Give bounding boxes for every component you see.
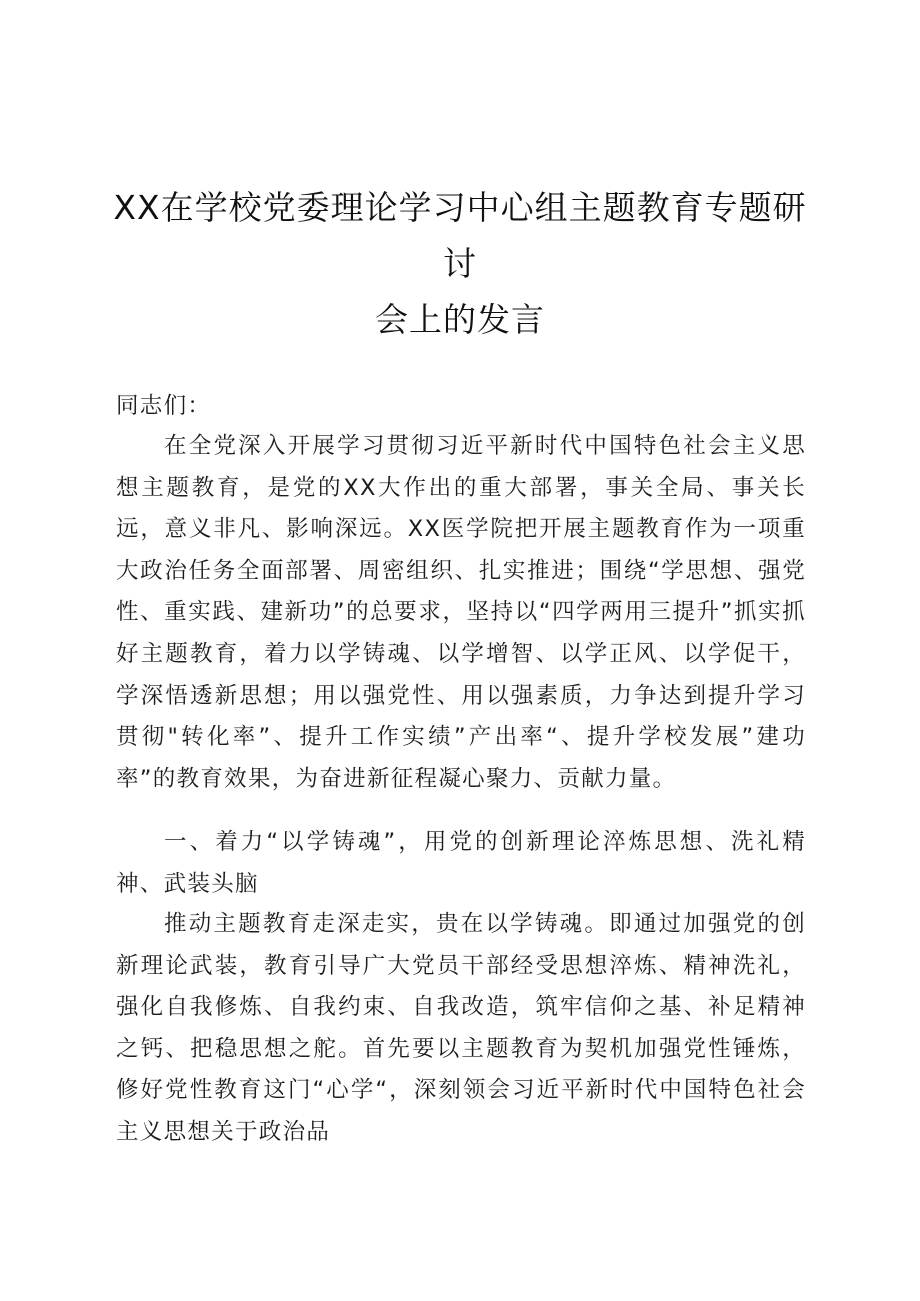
section-paragraph: 推动主题教育走深走实，贵在以学铸魂。即通过加强党的创新理论武装，教育引导广大党员干部经受思想淬炼、精神洗礼，强化自我修炼、自我约束、自我改造，筑牢信仰之基、补足精神之钙、把稳思想之舵。首先要以主题教育为契机加强党性锤炼，修好党性教育这门“心学“，深刻领会习近平新时代中国特色社会主义思想关于政治品 (116, 911, 806, 1145)
document-title (100, 180, 820, 348)
salutation: 同志们： (116, 393, 212, 419)
section-heading: 一、着力“以学铸魂”，用党的创新理论淬炼思想、洗礼精神、武装头脑 (116, 829, 806, 897)
title-line-2: 会上的发言 (375, 300, 545, 339)
title-line-1: XX在学校党委理论学习中心组主题教育专题研讨 (113, 188, 807, 283)
intro-paragraph: 在全党深入开展学习贯彻习近平新时代中国特色社会主义思想主题教育，是党的XX大作出的重大部署，事关全局、事关长远，意义非凡、影响深远。XX医学院把开展主题教育作为一项重大政治任务全面部署、周密组织、扎实推进；围绕“学思想、强党性、重实践、建新功”的总要求，坚持以“四学两用三提升”抓实抓好主题教育，着力以学铸魂、以学增智、以学正风、以学促干，学深悟透新思想；用以强党性、用以强素质，力争达到提升学习贯彻"转化率”、提升工作实绩”产出率“、提升学校发展”建功率”的教育效果，为奋进新征程凝心聚力、贡献力量。 (116, 433, 806, 792)
